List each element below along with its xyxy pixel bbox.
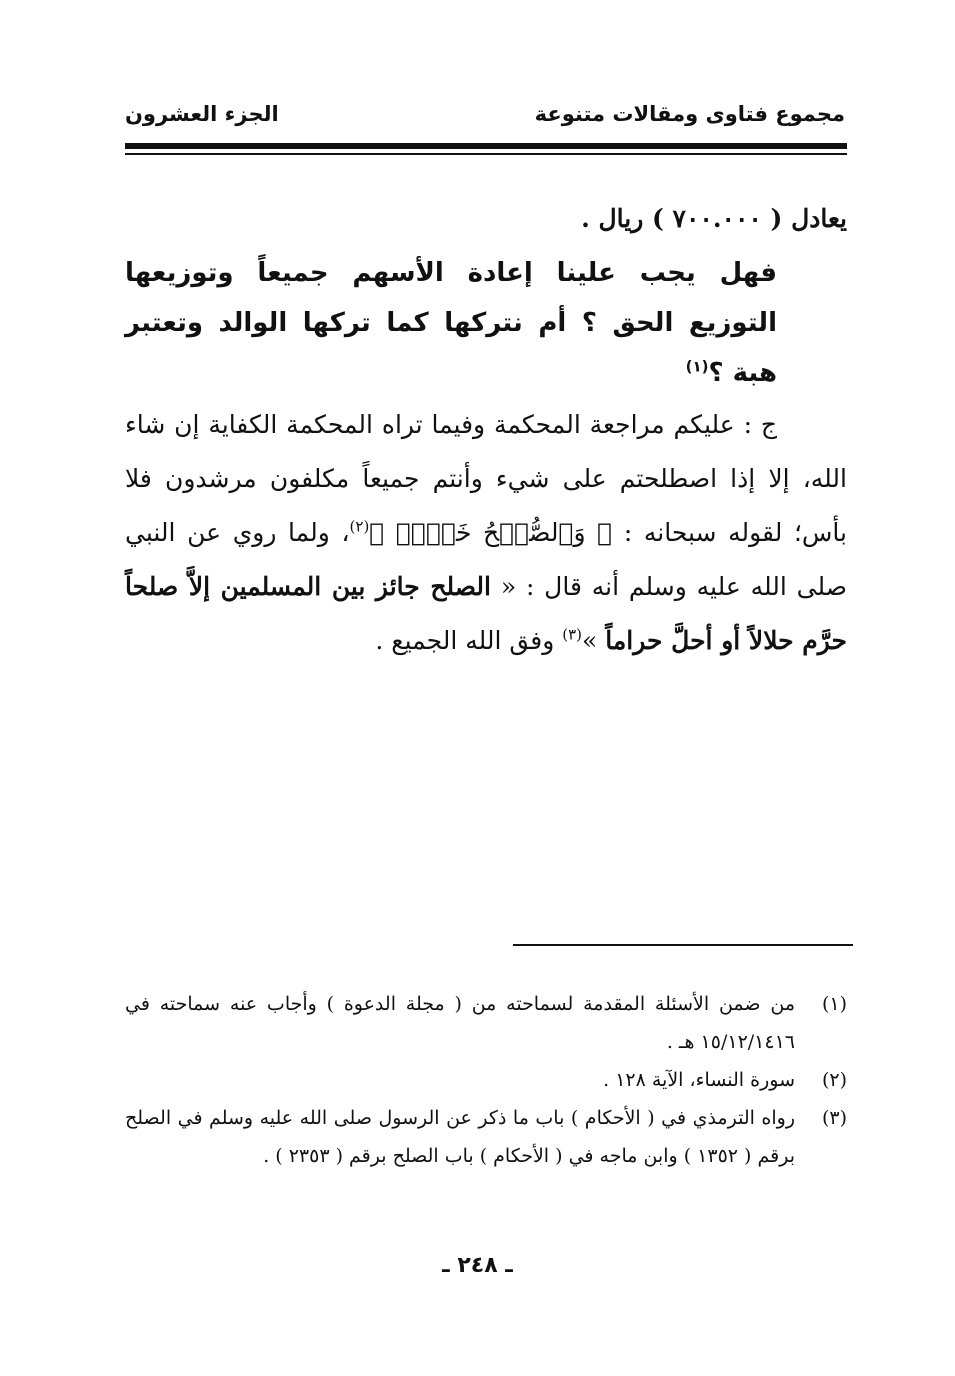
footnote-text: سورة النساء، الآية ١٢٨ . — [603, 1069, 795, 1091]
continued-line: يعادل ( ٧٠٠.٠٠٠ ) ريال . — [581, 204, 847, 233]
footnote-number: (٣) — [821, 1107, 847, 1129]
footnote-ref-3: (٣) — [562, 625, 583, 644]
main-text — [125, 192, 847, 668]
volume-label: الجزء العشرون — [125, 102, 279, 126]
footnote-3 — [125, 1099, 847, 1175]
footnote-1 — [125, 985, 847, 1061]
running-header — [125, 88, 845, 128]
answer-part-1: ج : عليكم مراجعة المحكمة وفيما تراه المحكمة الكفاية إن شاء الله، إلا إذا اصطلحتم على شيء وأنتم جميعاً مكلفون مرشدون فلا بأس؛ لقوله سبحانه : ﴿ وَٱلصُّلۡحُ خَيۡرٞ ﴾ — [125, 410, 847, 547]
footnote-number: (٢) — [821, 1069, 847, 1091]
footnotes — [125, 985, 847, 1175]
header-rule-thin — [125, 153, 847, 155]
footnote-ref-1: (١) — [685, 357, 709, 376]
book-title: مجموع فتاوى ومقالات متنوعة — [534, 102, 845, 126]
question-text: فهل يجب علينا إعادة الأسهم جميعاً وتوزيعها التوزيع الحق ؟ أم نتركها كما تركها الوالد وتعتبر هبة ؟ — [125, 258, 777, 388]
footnote-2 — [125, 1061, 847, 1099]
footnote-number: (١) — [821, 993, 847, 1015]
hadith-quote: الصلح جائز بين المسلمين إلاَّ صلحاً حرَّم حلالاً أو أحلَّ حراماً — [125, 572, 847, 655]
footnote-text: رواه الترمذي في ( الأحكام ) باب ما ذكر عن الرسول صلى الله عليه وسلم في الصلح برقم ( ١٣٥٢ ) وابن ماجه في ( الأحكام ) باب الصلح برقم ( ٢٣٥٣ ) . — [125, 1107, 795, 1167]
footnote-separator — [513, 944, 853, 946]
footnote-text: من ضمن الأسئلة المقدمة لسماحته من ( مجلة الدعوة ) وأجاب عنه سماحته في ١٥/١٢/١٤١٦ هـ . — [125, 993, 795, 1053]
answer-part-3: » — [582, 626, 606, 655]
footnote-ref-2: (٢) — [349, 517, 370, 536]
answer-part-4: وفق الله الجميع . — [375, 626, 563, 655]
answer-paragraph — [125, 398, 847, 668]
answer-part-2: ، ولما روي عن النبي صلى الله عليه وسلم أنه قال : « — [125, 518, 847, 601]
header-rule-thick — [125, 143, 847, 149]
question-paragraph — [125, 248, 847, 398]
page-number: ـ ٢٤٨ ـ — [442, 1253, 513, 1278]
